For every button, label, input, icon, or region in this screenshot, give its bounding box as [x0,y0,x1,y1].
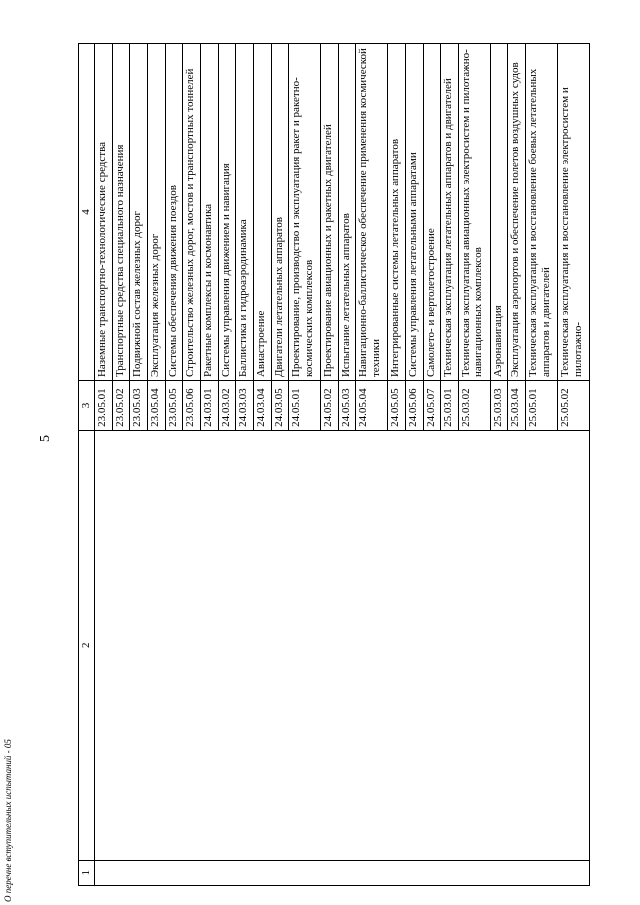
direction-code: 23.05.01 [95,381,113,431]
direction-name: Техническая эксплуатация авиационных электросистем и пилотажно-навигационных комплексов [458,44,490,381]
direction-name: Эксплуатация аэропортов и обеспечение полетов воздушных судов [508,44,526,381]
direction-code: 25.03.01 [441,381,459,431]
direction-name: Эксплуатация железных дорог [147,44,165,381]
direction-name: Транспортные средства специального назначения [112,44,130,381]
header-col-4: 4 [79,44,95,381]
direction-name: Баллистика и гидроаэродинамика [236,44,254,381]
direction-code: 25.03.03 [490,381,508,431]
direction-name: Интегрированные системы летательных аппаратов [388,44,406,381]
direction-name: Техническая эксплуатация и восстановление электросистем и пилотажно- [558,44,590,381]
direction-code: 24.03.02 [218,381,236,431]
page-number: 5 [38,435,53,442]
direction-name: Системы обеспечения движения поездов [165,44,183,381]
direction-name: Авиастроение [253,44,271,381]
direction-name: Системы управления летательными аппаратами [405,44,423,381]
col-1-cell [95,860,590,885]
direction-code: 24.03.04 [253,381,271,431]
direction-name: Подвижной состав железных дорог [130,44,148,381]
direction-name: Аэронавигация [490,44,508,381]
direction-code: 24.05.02 [321,381,339,431]
col-2-cell [95,430,590,860]
direction-name: Техническая эксплуатация летательных аппаратов и двигателей [441,44,459,381]
direction-code: 24.03.01 [200,381,218,431]
direction-code: 24.05.01 [289,381,321,431]
direction-name: Двигатели летательных аппаратов [271,44,289,381]
direction-code: 25.03.04 [508,381,526,431]
direction-code: 23.05.02 [112,381,130,431]
directions-table [78,43,590,886]
header-col-2: 2 [79,430,95,860]
header-col-3: 3 [79,381,95,431]
direction-name: Ракетные комплексы и космонавтика [200,44,218,381]
direction-code: 23.05.05 [165,381,183,431]
direction-code: 24.05.04 [356,381,388,431]
direction-name: Навигационно-баллистическое обеспечение применения космической техники [356,44,388,381]
direction-code: 25.05.02 [558,381,590,431]
direction-name: Системы управления движением и навигация [218,44,236,381]
direction-code: 24.03.05 [271,381,289,431]
direction-code: 23.05.03 [130,381,148,431]
direction-name: Проектирование авиационных и ракетных двигателей [321,44,339,381]
direction-code: 23.05.06 [183,381,201,431]
rotated-page-content [78,43,590,886]
direction-code: 24.03.03 [236,381,254,431]
direction-code: 23.05.04 [147,381,165,431]
direction-code: 24.05.03 [338,381,356,431]
direction-code: 25.03.02 [458,381,490,431]
direction-name: Проектирование, производство и эксплуатация ракет и ракетно-космических комплексов [289,44,321,381]
direction-code: 24.05.06 [405,381,423,431]
direction-name: Испытание летательных аппаратов [338,44,356,381]
direction-name: Самолето- и вертолетостроение [423,44,441,381]
table-row [95,44,113,886]
direction-code: 24.05.07 [423,381,441,431]
direction-name: Строительство железных дорог, мостов и транспортных тоннелей [183,44,201,381]
direction-code: 25.05.01 [526,381,558,431]
direction-name: Техническая эксплуатация и восстановление боевых летательных аппаратов и двигателей [526,44,558,381]
direction-code: 24.05.05 [388,381,406,431]
table-header-row [79,44,95,886]
direction-name: Наземные транспортно-технологические средства [95,44,113,381]
footer-note: О перечне вступительных испытаний - 05 [3,739,13,902]
header-col-1: 1 [79,860,95,885]
